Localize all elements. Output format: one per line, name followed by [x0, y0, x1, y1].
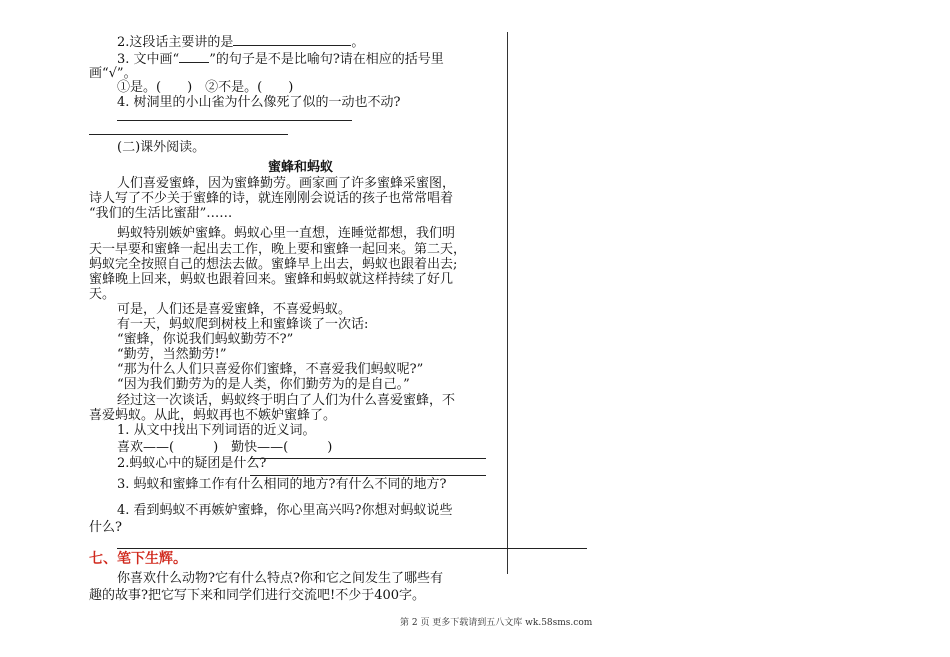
reading-question-2: 2.蚂蚁心中的疑团是什么?: [117, 456, 267, 471]
synonym-blanks: 喜欢——( ) 勤快——( ): [117, 440, 333, 455]
question-4: 4. 树洞里的小山雀为什么像死了似的一动也不动?: [117, 95, 401, 110]
answer-line: [250, 458, 486, 459]
passage-line: 蚂蚁完全按照自己的想法去做。蜜蜂早上出去，蚂蚁也跟着出去;: [89, 257, 458, 272]
answer-line: [117, 120, 352, 121]
answer-line: [89, 134, 288, 135]
writing-prompt: 你喜欢什么动物?它有什么特点?你和它之间发生了哪些有: [117, 571, 443, 586]
reading-question-1: 1. 从文中找出下列词语的近义词。: [117, 423, 316, 438]
question-3-cont: 画“√”。: [89, 66, 137, 81]
section-heading-extra-reading: (二)课外阅读。: [117, 140, 206, 155]
reading-question-4-cont: 什么?: [89, 520, 122, 535]
passage-line: “因为我们勤劳为的是人类，你们勤劳为的是自己。”: [117, 377, 410, 392]
question-2-text: 2.这段话主要讲的是: [117, 35, 234, 50]
writing-prompt-cont: 趣的故事?把它写下来和同学们进行交流吧!不少于400字。: [89, 588, 426, 603]
reading-question-3: 3. 蚂蚁和蜜蜂工作有什么相同的地方?有什么不同的地方?: [117, 477, 447, 492]
reading-question-4: 4. 看到蚂蚁不再嫉妒蜜蜂，你心里高兴吗?你想对蚂蚁说些: [117, 503, 453, 518]
passage-line: 经过这一次谈话，蚂蚁终于明白了人们为什么喜爱蜜蜂，不: [117, 393, 456, 408]
column-divider: [507, 32, 508, 574]
underline-sample: [179, 50, 209, 63]
section-heading-writing: 七、笔下生辉。: [89, 551, 187, 567]
passage-title: 蜜蜂和蚂蚁: [268, 160, 334, 175]
question-3-options: ①是。( ) ②不是。( ): [117, 80, 294, 95]
passage-line: 天。: [89, 287, 116, 302]
passage-line: “勤劳，当然勤劳!”: [117, 347, 227, 362]
page-footer: 第 2 页 更多下载请到五八文库 wk.58sms.com: [400, 618, 593, 628]
question-2: 2.这段话主要讲的是 。: [117, 35, 365, 50]
passage-line: 蚂蚁特别嫉妒蜜蜂。蚂蚁心里一直想，连睡觉都想，我们明: [117, 226, 456, 241]
passage-line: “蜜蜂，你说我们蚂蚁勤劳不?”: [117, 332, 294, 347]
passage-line: 蜜蜂晚上回来，蚂蚁也跟着回来。蜜蜂和蚂蚁就这样持续了好几: [89, 272, 454, 287]
answer-line: [117, 548, 587, 549]
passage-line: “那为什么人们只喜爱你们蜜蜂，不喜爱我们蚂蚁呢?”: [117, 362, 424, 377]
answer-blank: [233, 33, 351, 46]
passage-line: 人们喜爱蜜蜂，因为蜜蜂勤劳。画家画了许多蜜蜂采蜜图，: [117, 176, 456, 191]
passage-line: “我们的生活比蜜甜”……: [89, 206, 233, 221]
passage-line: 可是，人们还是喜爱蜜蜂，不喜爱蚂蚁。: [117, 302, 352, 317]
passage-line: 诗人写了不少关于蜜蜂的诗，就连刚刚会说话的孩子也常常唱着: [89, 191, 454, 206]
question-3: 3. 文中画“ ”的句子是不是比喻句?请在相应的括号里: [117, 52, 444, 67]
passage-line: 喜爱蚂蚁。从此，蚂蚁再也不嫉妒蜜蜂了。: [89, 408, 337, 423]
passage-line: 天一早要和蜜蜂一起出去工作，晚上要和蜜蜂一起回来。第二天，: [89, 242, 467, 257]
passage-line: 有一天，蚂蚁爬到树枝上和蜜蜂谈了一次话:: [117, 317, 369, 332]
answer-line: [250, 475, 486, 476]
